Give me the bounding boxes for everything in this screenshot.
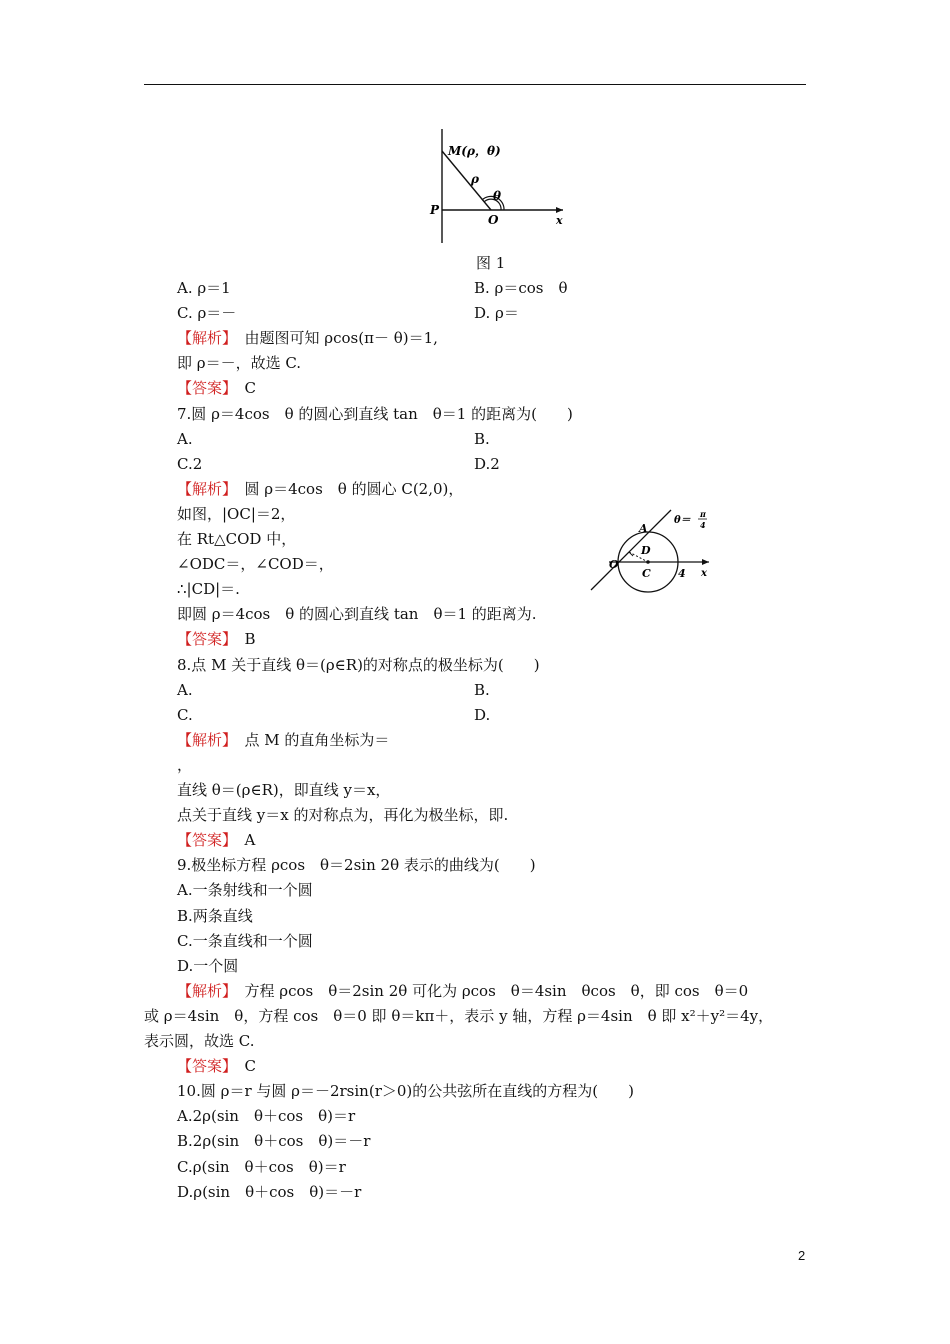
text-line [177, 278, 231, 298]
line-text: 即圆 ρ＝4cos θ 的圆心到直线 tan θ＝1 的距离为. [177, 605, 537, 624]
figure-2-circle-diagram [585, 506, 720, 598]
theta-label: θ [493, 189, 502, 203]
line-text: D.2 [474, 454, 500, 473]
text-line [177, 680, 193, 700]
text-line [177, 328, 438, 348]
section-tag: 【解析】 [177, 730, 230, 749]
text-line [177, 454, 202, 474]
line-text: ， [177, 755, 193, 774]
line-text: C.ρ(sin θ＋cos θ)＝r [177, 1157, 346, 1176]
text-line [474, 429, 490, 449]
text-line [177, 855, 536, 875]
text-line [177, 353, 301, 373]
text-line [177, 1056, 256, 1076]
line-text: 7.圆 ρ＝4cos θ 的圆心到直线 tan θ＝1 的距离为( ) [177, 404, 573, 423]
text-line [177, 1182, 361, 1202]
line-text: B. [474, 680, 490, 699]
section-tag: 【答案】 [177, 630, 230, 649]
line-text: D.ρ(sin θ＋cos θ)＝－r [177, 1182, 362, 1201]
point-m-label: M(ρ，θ) [448, 144, 501, 158]
line-text: 即 ρ＝－，故选 C. [177, 354, 302, 373]
line-text: C.2 [177, 454, 203, 473]
rho-label: ρ [471, 172, 479, 186]
text-line [474, 705, 490, 725]
line-text: A.一条射线和一个圆 [177, 881, 313, 900]
text-line [144, 1031, 254, 1051]
text-line [177, 805, 508, 825]
line-text: C [229, 1057, 256, 1076]
line-text: 由题图可知 ρcos(π－ θ)＝1, [229, 329, 438, 348]
text-line [474, 454, 500, 474]
origin-o-label: O [488, 213, 499, 227]
line-text: ∴|CD|＝. [177, 580, 240, 599]
text-line [177, 479, 463, 499]
text-line [177, 529, 296, 549]
section-tag: 【答案】 [177, 379, 230, 398]
text-line [177, 1081, 634, 1101]
line-text: C.一条直线和一个圆 [177, 931, 313, 950]
line-text: A. [177, 429, 193, 448]
section-tag: 【解析】 [177, 981, 230, 1000]
line-text: 点关于直线 y＝x 的对称点为，再化为极坐标，即. [177, 806, 509, 825]
line-text: D.一个圆 [177, 956, 239, 975]
line-text: B [229, 630, 256, 649]
line-text: C [229, 379, 256, 398]
x-axis-label-2: x [701, 568, 707, 579]
text-line [177, 604, 537, 624]
section-tag: 【答案】 [177, 831, 230, 850]
text-line [474, 680, 490, 700]
line-text: 圆 ρ＝4cos θ 的圆心 C(2,0)， [229, 479, 464, 498]
text-line [177, 956, 238, 976]
text-line [177, 404, 573, 424]
line-text: A. ρ＝1 [177, 279, 231, 297]
x-axis-label: x [556, 214, 563, 227]
line-text: 在 Rt△COD 中， [177, 530, 297, 548]
center-c-label: C [642, 567, 651, 580]
text-line [177, 931, 313, 951]
line-text: 10.圆 ρ＝r 与圆 ρ＝－2rsin(r＞0)的公共弦所在直线的方程为( ) [177, 1082, 634, 1101]
section-tag: 【解析】 [177, 329, 230, 348]
figure-1-polar-diagram [420, 124, 570, 248]
point-a-label: A [639, 522, 648, 535]
text-line [177, 780, 390, 800]
line-text: C. [177, 705, 193, 724]
text-line [177, 579, 240, 599]
figure-1-caption: 图 1 [476, 254, 506, 272]
line-text: B.两条直线 [177, 906, 253, 925]
line-text: A. [177, 680, 193, 699]
text-line [177, 705, 193, 725]
line-text: 表示圆，故选 C. [144, 1032, 255, 1050]
point-d-label: D [641, 544, 651, 557]
text-line [474, 278, 568, 298]
line-text: ∠ODC＝，∠COD＝， [177, 555, 334, 574]
text-line [177, 504, 295, 524]
text-line [177, 554, 334, 574]
line-text: B. ρ＝cos θ [474, 279, 568, 297]
header-rule [144, 84, 806, 85]
text-line [144, 1006, 773, 1026]
text-line [177, 1131, 370, 1151]
text-line [177, 655, 540, 675]
line-text: 方程 ρcos θ＝2sin 2θ 可化为 ρcos θ＝4sin θcos θ，即 cos θ＝0 [229, 981, 749, 1000]
text-line [177, 755, 192, 775]
line-text: 或 ρ＝4sin θ，方程 cos θ＝0 即 θ＝kπ＋，表示 y 轴，方程 ρ＝4sin θ 即 x²＋y²＝4y， [144, 1006, 774, 1025]
text-line [474, 303, 519, 323]
four-denominator: 4 [700, 520, 706, 530]
pi-numerator: π [700, 509, 706, 519]
line-theta-label: θ＝ [674, 515, 691, 526]
line-text: C. ρ＝－ [177, 304, 237, 323]
line-text: 8.点 M 关于直线 θ＝(ρ∈R)的对称点的极坐标为( ) [177, 655, 540, 674]
text-line [177, 429, 193, 449]
line-text: B.2ρ(sin θ＋cos θ)＝－r [177, 1132, 371, 1151]
text-line [177, 981, 748, 1001]
line-text: 9.极坐标方程 ρcos θ＝2sin 2θ 表示的曲线为( ) [177, 856, 536, 875]
text-line [177, 906, 253, 926]
line-text: A.2ρ(sin θ＋cos θ)＝r [177, 1107, 356, 1126]
line-text: 点 M 的直角坐标为＝ [229, 730, 390, 749]
origin-o-label-2: O [609, 558, 619, 571]
point-p-label: P [430, 203, 440, 217]
line-text: 如图，|OC|＝2， [177, 504, 296, 523]
section-tag: 【答案】 [177, 1057, 230, 1076]
text-line [177, 303, 236, 323]
text-line [177, 629, 256, 649]
line-text: B. [474, 429, 490, 448]
line-text: D. ρ＝ [474, 304, 519, 323]
text-line [177, 880, 313, 900]
section-tag: 【解析】 [177, 479, 230, 498]
text-line [177, 830, 255, 850]
text-line [177, 378, 256, 398]
text-line [177, 1106, 355, 1126]
text-line [177, 1157, 346, 1177]
text-line [177, 730, 389, 750]
line-text: D. [474, 705, 491, 724]
radius-4-label: 4 [678, 567, 686, 580]
line-text: 直线 θ＝(ρ∈R)，即直线 y＝x， [177, 781, 391, 799]
page-number: 2 [798, 1248, 806, 1263]
line-text: A [229, 831, 256, 850]
